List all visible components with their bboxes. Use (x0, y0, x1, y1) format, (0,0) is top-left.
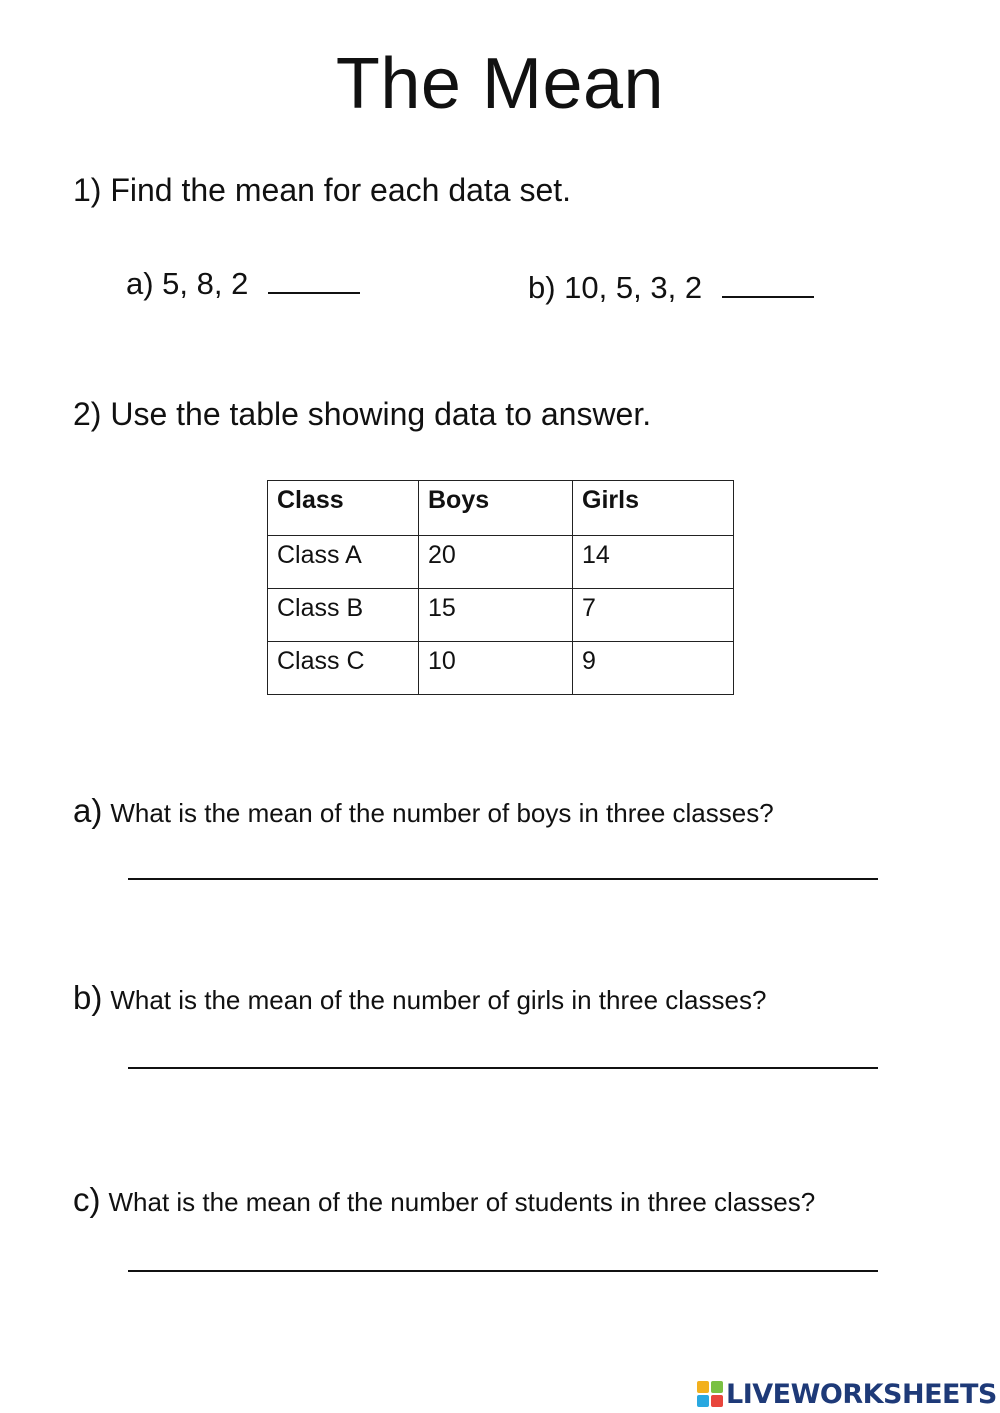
subquestion-a (73, 791, 774, 838)
subquestion-b-text: What is the mean of the number of girls in three classes? (110, 985, 767, 1015)
subquestion-c (73, 1180, 815, 1227)
logo-square (711, 1381, 723, 1393)
table-cell: Class A (268, 536, 419, 589)
subquestion-b-letter: b) (73, 979, 103, 1016)
liveworksheets-logo (697, 1377, 997, 1411)
subquestion-c-letter: c) (73, 1181, 101, 1218)
answer-line-a[interactable] (128, 878, 878, 880)
logo-text: LIVEWORKSHEETS (726, 1378, 997, 1410)
logo-square (697, 1395, 709, 1407)
table-header-cell: Class (268, 481, 419, 536)
logo-squares-icon (697, 1381, 723, 1407)
question-1-heading: 1) Find the mean for each data set. (73, 172, 572, 208)
table-cell: 7 (573, 589, 734, 642)
table-cell: 9 (573, 642, 734, 695)
dataset-a-answer-blank[interactable] (268, 262, 360, 294)
dataset-a-label: a) 5, 8, 2 (126, 266, 249, 301)
page-title: The Mean (335, 44, 665, 124)
class-data-table (267, 480, 734, 695)
table-cell: 10 (419, 642, 573, 695)
table-row (268, 536, 734, 589)
table-header-cell: Girls (573, 481, 734, 536)
table-cell: 20 (419, 536, 573, 589)
subquestion-a-text: What is the mean of the number of boys in three classes? (110, 798, 774, 828)
dataset-b-label: b) 10, 5, 3, 2 (528, 270, 703, 305)
dataset-b-answer-blank[interactable] (722, 266, 814, 298)
table-header-cell: Boys (419, 481, 573, 536)
question-2-heading: 2) Use the table showing data to answer. (73, 396, 652, 432)
table-row (268, 589, 734, 642)
table-row (268, 642, 734, 695)
subquestion-b (73, 978, 766, 1025)
logo-square (697, 1381, 709, 1393)
dataset-a (126, 262, 360, 304)
table-cell: 14 (573, 536, 734, 589)
answer-line-c[interactable] (128, 1270, 878, 1272)
subquestion-a-letter: a) (73, 792, 103, 829)
dataset-b (528, 266, 814, 308)
table-cell: Class C (268, 642, 419, 695)
subquestion-c-text: What is the mean of the number of students in three classes? (108, 1187, 816, 1217)
table-header-row (268, 481, 734, 536)
table-cell: Class B (268, 589, 419, 642)
logo-square (711, 1395, 723, 1407)
answer-line-b[interactable] (128, 1067, 878, 1069)
table-cell: 15 (419, 589, 573, 642)
